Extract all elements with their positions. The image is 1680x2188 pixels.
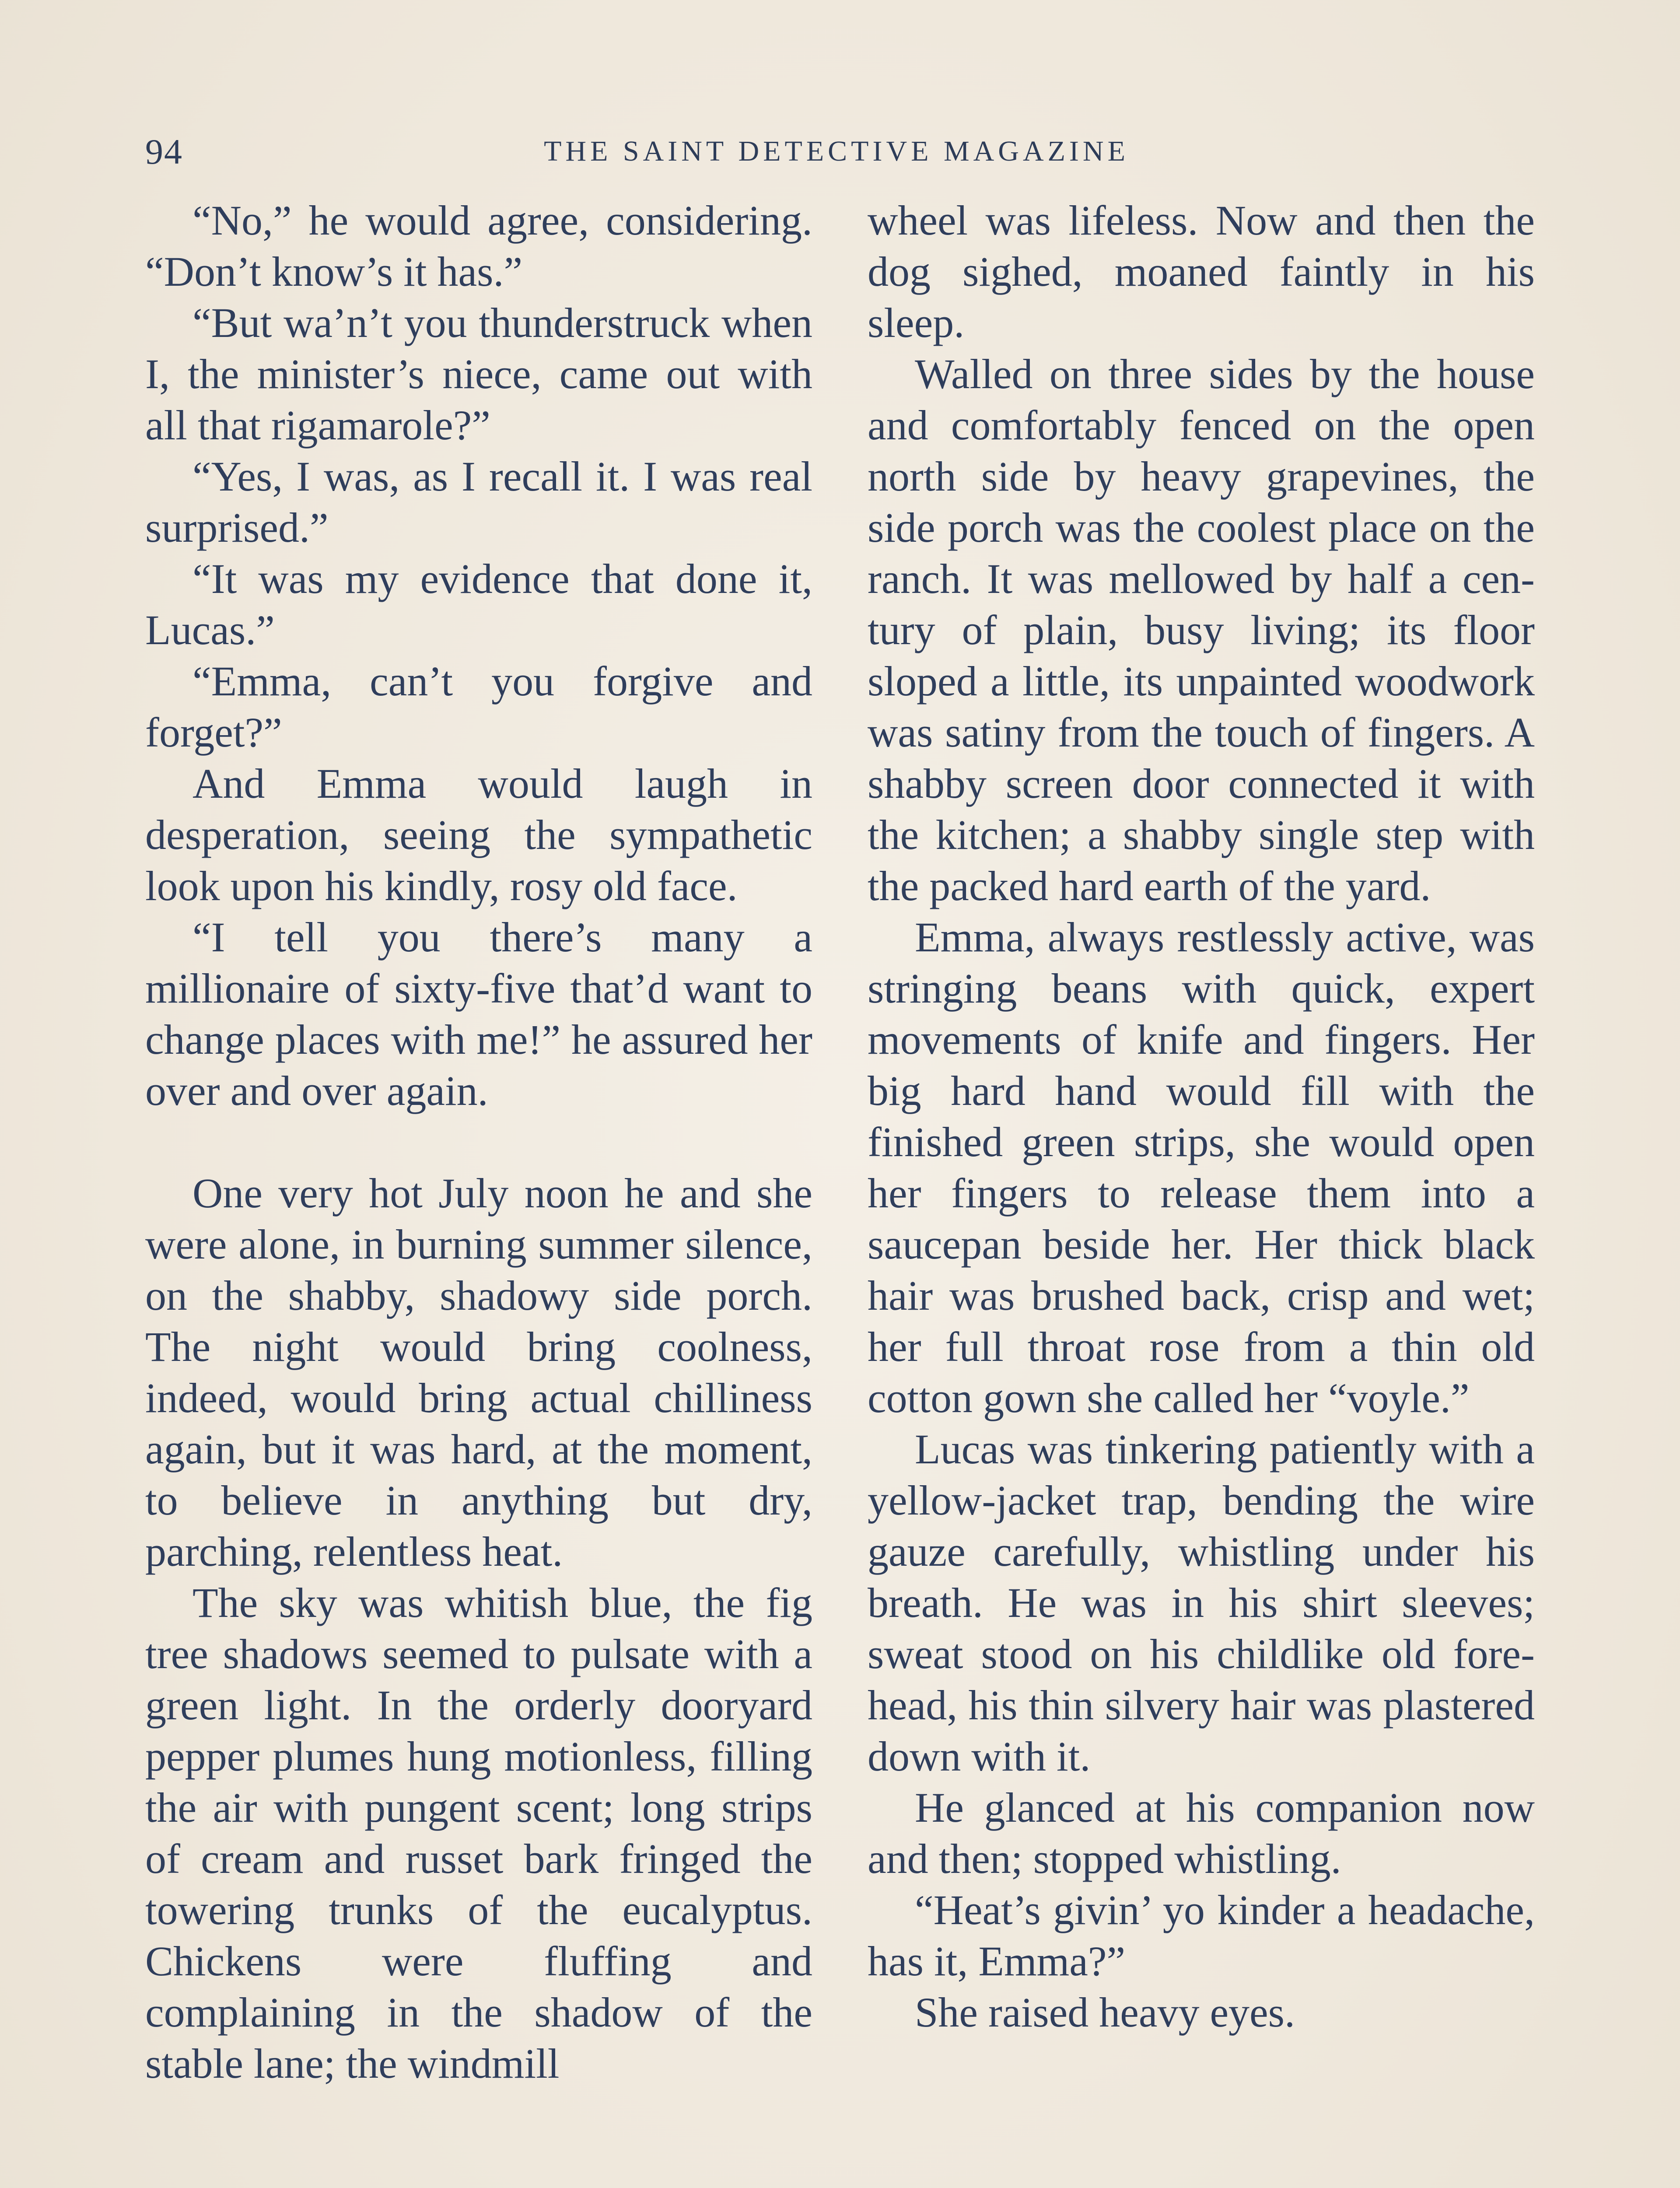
paragraph: Walled on three sides by the house and comfortably fenced on the open north side by heavy grapevines, the side porch was the coolest place on the ranch. It was mellowed by half a century of plain, busy living; its floor sloped a little, its unpainted woodwork was satiny from the touch of fingers. A shabby screen door connected it with the kitchen; a shabby single step with the packed hard earth of the yard. (868, 351, 1535, 909)
paragraph: “Emma, can’t you forgive and forget?” (145, 658, 812, 756)
paragraph: He glanced at his companion now and then; stopped whistling. (868, 1784, 1535, 1882)
paragraph: “Yes, I was, as I recall it. I was real surprised.” (145, 453, 812, 551)
paragraph: She raised heavy eyes. (915, 1989, 1295, 2036)
paragraph: The sky was whitish blue, the fig tree shadows seemed to pulsate with a green light. In the orderly dooryard pepper plumes hung motionless, filling the air with pungent scent; long strips of cream and russet bark fringed the towering trunks of the eucalyptus. Chickens were fluffing and complaining in the shadow of the stable lane; the windmill (145, 1579, 812, 2087)
paragraph: One very hot July noon he and she were alone, in burning summer silence, on the shabby, shadowy side porch. The night would bring coolness, indeed, would bring actual chilliness again, but it was hard, at the moment, to believe in anything but dry, parching, relentless heat. (145, 1170, 812, 1575)
page-number: 94 (145, 132, 183, 172)
paragraph: “No,” he would agree, considering. “Don’t know’s it has.” (145, 197, 812, 295)
paragraph: “It was my evidence that done it, Lucas.” (145, 555, 812, 653)
right-column (868, 195, 1535, 2038)
paragraph: “Heat’s givin’ yo kinder a headache, has it, Emma?” (868, 1886, 1535, 1985)
paragraph: Emma, always restlessly active, was stringing beans with quick, expert movements of knife and fingers. Her big hard hand would fill with the finished green strips, she would open her fingers to release them into a saucepan beside her. Her thick black hair was brushed back, crisp and wet; her full throat rose from a thin old cotton gown she called her “voyle.” (868, 914, 1535, 1421)
section-break (145, 1116, 812, 1168)
paragraph: Lucas was tinkering patiently with a yellow-jacket trap, bending the wire gauze carefully, whistling under his breath. He was in his shirt sleeves; sweat stood on his childlike old forehead, his thin silvery hair was plastered down with it. (868, 1426, 1535, 1780)
continued-paragraph: wheel was lifeless. Now and then the dog sighed, moaned faintly in his sleep. (868, 197, 1535, 346)
paragraph: And Emma would laugh in desperation, seeing the sympathetic look upon his kindly, rosy old face. (145, 760, 812, 909)
left-column (145, 195, 812, 2089)
running-head: THE SAINT DETECTIVE MAGAZINE (544, 135, 1129, 167)
paragraph: “I tell you there’s many a millionaire of sixty-five that’d want to change places with me!” he assured her over and over again. (145, 914, 812, 1114)
page-header (145, 131, 1528, 179)
paragraph: “But wa’n’t you thunderstruck when I, the minister’s niece, came out with all that rigamarole?” (145, 299, 812, 449)
